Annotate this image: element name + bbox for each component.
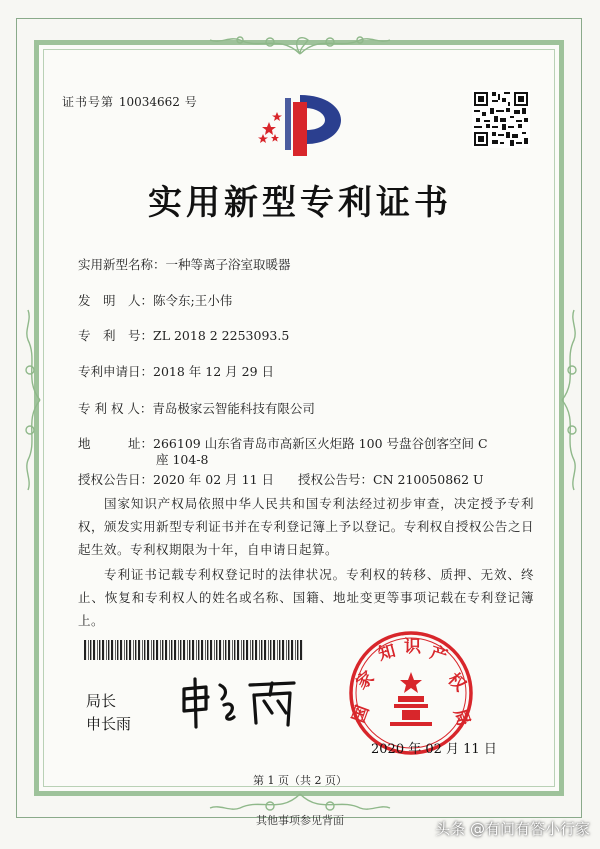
page-number: 第 1 页（共 2 页） (253, 774, 347, 787)
field-value: 青岛极家云智能科技有限公司 (152, 401, 315, 416)
field-value: 一种等离子浴室取暖器 (165, 257, 291, 272)
field-grant-date (78, 470, 274, 488)
svg-text:家: 家 (352, 667, 379, 694)
svg-text:识: 识 (404, 637, 421, 657)
svg-text:国: 国 (348, 702, 374, 726)
field-value: 2020 年 02 月 11 日 (153, 472, 275, 487)
field-utility-model-name (78, 255, 291, 273)
field-patentee (78, 399, 315, 417)
field-label: 专利申请日： (78, 364, 154, 379)
certificate-title: 实用新型专利证书 (148, 183, 452, 223)
field-publication-number (298, 470, 484, 488)
footnote: 其他事项参见背面 (256, 814, 344, 827)
field-label: 发 明 人： (78, 293, 154, 308)
floral-ornament-right (558, 300, 582, 500)
certificate-number-value: 10034662 (118, 95, 180, 109)
qr-code (472, 90, 530, 148)
field-inventor (78, 291, 232, 309)
patent-office-logo (255, 90, 345, 160)
director-name: 申长雨 (86, 715, 132, 733)
field-address (78, 434, 488, 452)
field-label: 授权公告日： (78, 472, 154, 487)
director-title: 局长 (86, 692, 117, 710)
field-value: CN 210050862 U (373, 472, 484, 487)
floral-ornament-left (20, 300, 44, 500)
grant-paragraph: 国家知识产权局依照中华人民共和国专利法经过初步审查，决定授予专利权，颁发实用新型专利证书并在专利登记簿上予以登记。专利权自授权公告之日起生效。专利权期限为十年，自申请日起算。 (78, 496, 534, 557)
field-label: 实用新型名称： (78, 257, 166, 272)
field-value: 座 104-8 (156, 452, 209, 467)
field-value: 266109 山东省青岛市高新区火炬路 100 号盘谷创客空间 C (153, 436, 488, 451)
field-application-date (78, 362, 274, 380)
svg-text:局: 局 (449, 706, 474, 729)
barcode (84, 640, 306, 660)
seal-date: 2020 年 02 月 11 日 (371, 742, 497, 757)
field-label: 授权公告号： (298, 472, 374, 487)
certificate-number-suffix: 号 (184, 95, 198, 109)
floral-ornament-top (200, 30, 400, 60)
svg-text:产: 产 (427, 642, 450, 668)
certificate-number-label: 证书号第 (62, 95, 115, 109)
field-label: 地 址： (78, 436, 154, 451)
field-value: 2018 年 12 月 29 日 (153, 364, 275, 379)
svg-text:权: 权 (443, 669, 470, 696)
field-patent-number (78, 326, 289, 344)
legal-status-paragraph: 专利证书记载专利权登记时的法律状况。专利权的转移、质押、无效、终止、恢复和专利权人的姓名或名称、国籍、地址变更等事项记载在专利登记簿上。 (78, 567, 534, 628)
certificate-number (62, 93, 198, 110)
field-label: 专 利 权 人： (78, 401, 153, 416)
svg-text:知: 知 (376, 641, 398, 665)
field-value: ZL 2018 2 2253093.5 (153, 328, 290, 343)
field-label: 专 利 号： (78, 328, 154, 343)
director-signature (176, 675, 306, 730)
field-address-line2 (156, 450, 209, 468)
watermark: 头条 @有问有答小行家 (435, 820, 590, 838)
field-value: 陈令东;王小伟 (153, 293, 233, 308)
